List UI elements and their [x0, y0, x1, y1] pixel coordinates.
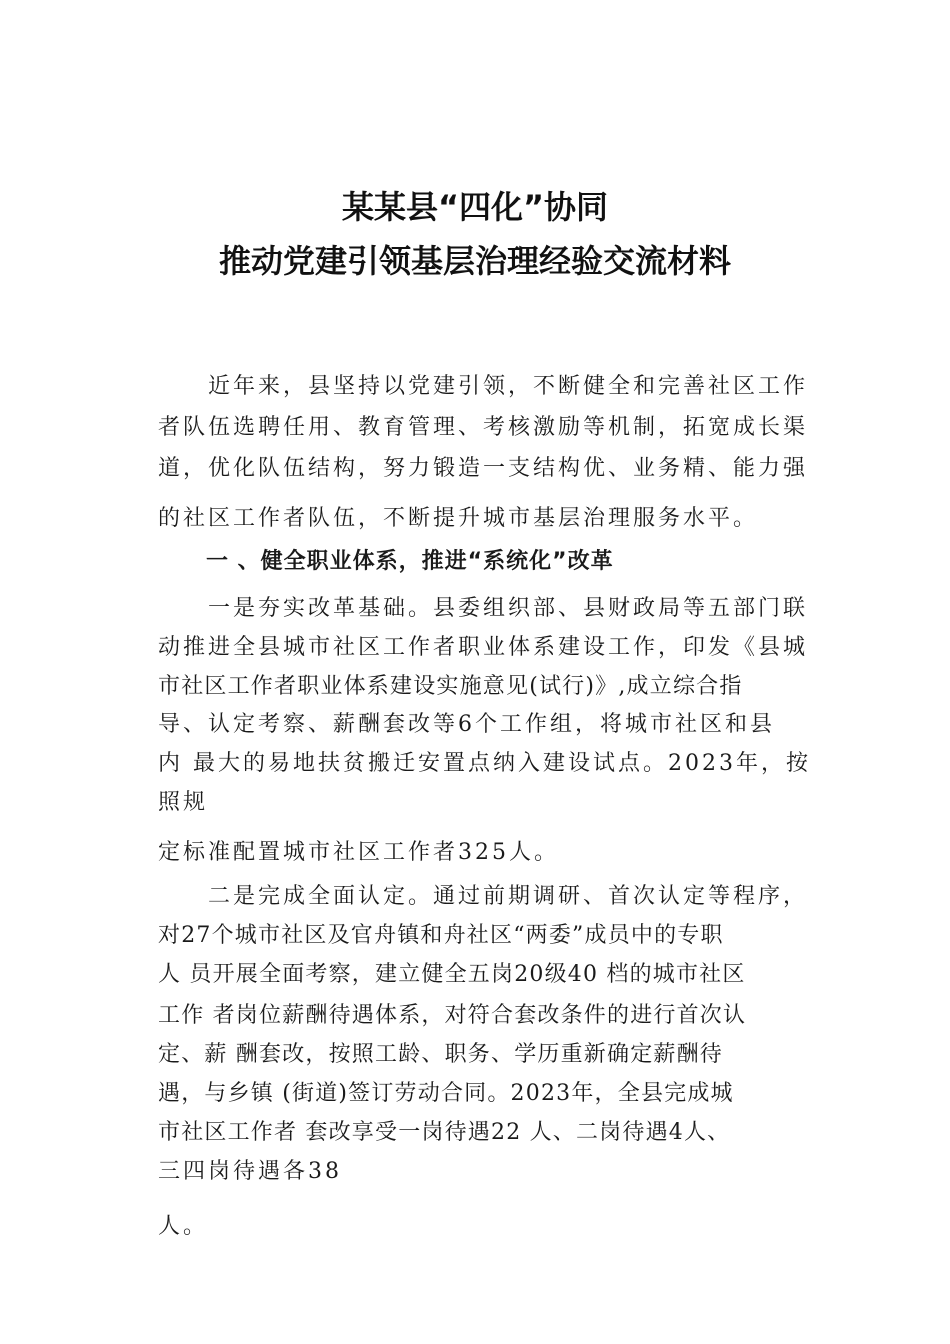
paragraph-2-line-5: 内 最大的易地扶贫搬迁安置点纳入建设试点。2023年，按: [158, 751, 811, 776]
paragraph-3-line-6: 遇，与乡镇 (街道)签订劳动合同。2023年，全县完成城: [158, 1081, 734, 1106]
paragraph-3-line-7: 市社区工作者 套改享受一岗待遇22 人、二岗待遇4人、: [158, 1120, 731, 1145]
paragraph-2-line-2: 动推进全县城市社区工作者职业体系建设工作，印发《县城: [158, 635, 809, 660]
paragraph-3-line-3: 人 员开展全面考察，建立健全五岗20级40 档的城市社区: [158, 962, 746, 987]
paragraph-1-line-3: 道，优化队伍结构，努力锻造一支结构优、业务精、能力强: [158, 456, 809, 481]
paragraph-2-line-3: 市社区工作者职业体系建设实施意见(试行)》,成立综合指: [158, 674, 743, 699]
paragraph-1-line-2: 者队伍选聘任用、教育管理、考核激励等机制，拓宽成长渠: [158, 415, 809, 440]
paragraph-2-line-6: 照规: [158, 790, 209, 815]
section-heading-1: 一 、健全职业体系，推进“系统化”改革: [206, 549, 614, 574]
paragraph-3-line-1: 二是完成全面认定。通过前期调研、首次认定等程序，: [208, 884, 809, 909]
paragraph-2-line-4: 导、认定考察、薪酬套改等6个工作组，将城市社区和县: [158, 712, 775, 737]
paragraph-3-line-4: 工作 者岗位薪酬待遇体系，对符合套改条件的进行首次认: [158, 1003, 747, 1028]
paragraph-2-line-1: 一是夯实改革基础。县委组织部、县财政局等五部门联: [208, 596, 809, 621]
document-title-line-1: 某某县“四化”协同: [341, 188, 609, 226]
paragraph-2-line-7: 定标准配置城市社区工作者325人。: [158, 840, 559, 865]
paragraph-3-line-9: 人。: [158, 1214, 209, 1239]
paragraph-3-line-5: 定、薪 酬套改，按照工龄、职务、学历重新确定薪酬待: [158, 1042, 723, 1067]
paragraph-1-line-1: 近年来，县坚持以党建引领，不断健全和完善社区工作: [208, 374, 809, 399]
paragraph-3-line-2: 对27个城市社区及官舟镇和舟社区“两委”成员中的专职: [158, 923, 724, 948]
paragraph-1-line-4: 的社区工作者队伍，不断提升城市基层治理服务水平。: [158, 506, 759, 531]
document-title-line-2: 推动党建引领基层治理经验交流材料: [218, 242, 731, 280]
paragraph-3-line-8: 三四岗待遇各38: [158, 1159, 342, 1184]
